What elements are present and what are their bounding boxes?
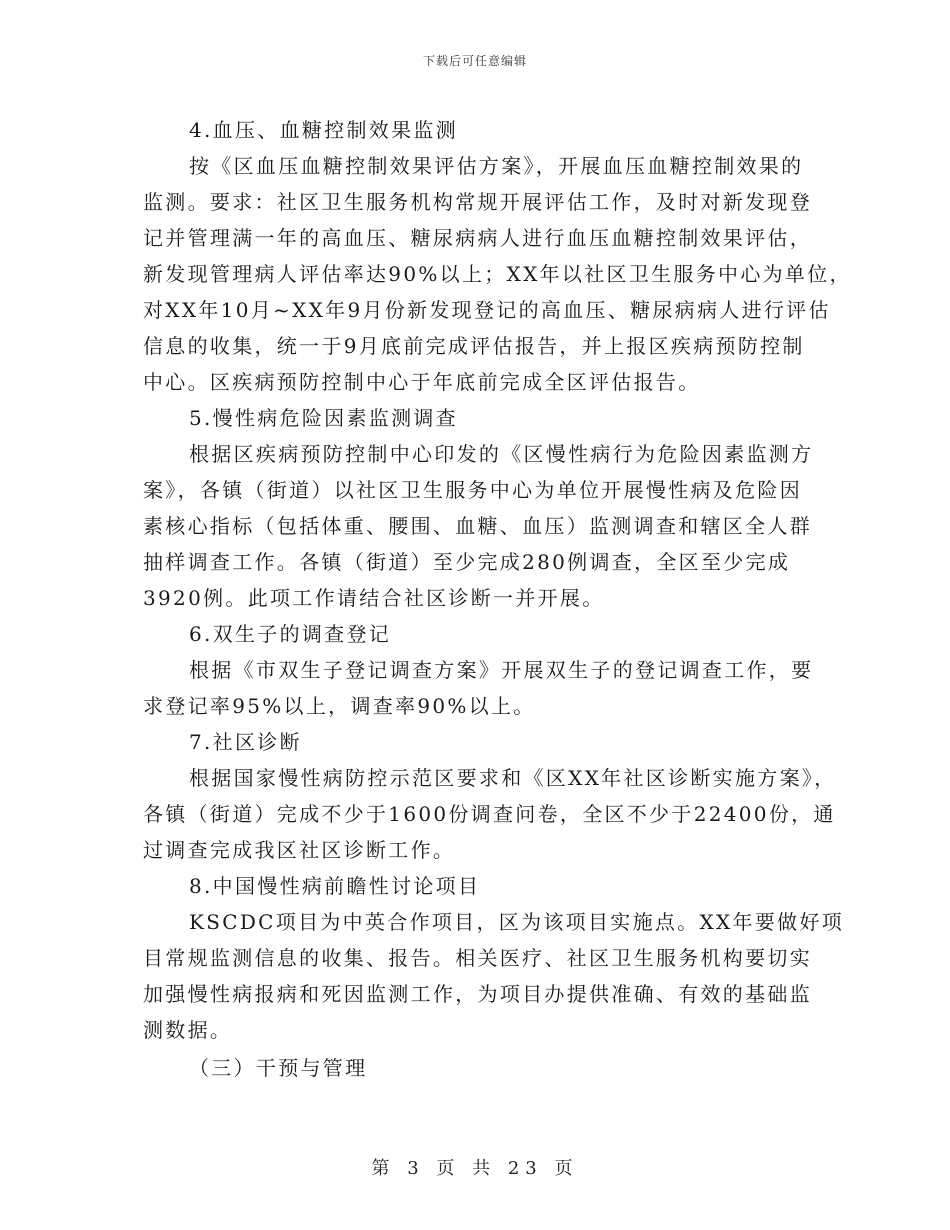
subsection-heading-4: 4.血压、血糖控制效果监测 [189,118,458,142]
paragraph-line: 新发现管理病人评估率达90%以上；XX年以社区卫生服务中心为单位， [143,262,852,286]
paragraph-line: 加强慢性病报病和死因监测工作，为项目办提供准确、有效的基础监 [143,982,812,1006]
paragraph-line: 3920例。此项工作请结合社区诊断一并开展。 [143,586,605,610]
section-heading-3: （三）干预与管理 [189,1056,368,1080]
page-number-footer: 第 3 页 共 23 页 [371,1158,579,1179]
subsection-heading-6: 6.双生子的调查登记 [189,622,392,646]
paragraph-line: 求登记率95%以上，调查率90%以上。 [143,694,536,718]
paragraph-line: 按《区血压血糖控制效果评估方案》，开展血压血糖控制效果的 [189,154,804,178]
paragraph-line: 素核心指标（包括体重、腰围、血糖、血压）监测调查和辖区全人群 [143,514,812,538]
document-body [143,112,852,1086]
paragraph-line: 监测。要求：社区卫生服务机构常规开展评估工作，及时对新发现登 [143,190,812,214]
subsection-heading-8: 8.中国慢性病前瞻性讨论项目 [189,874,481,898]
paragraph-line: 中心。区疾病预防控制中心于年底前完成全区评估报告。 [143,370,701,394]
paragraph-line: 案》，各镇（街道）以社区卫生服务中心为单位开展慢性病及危险因 [143,478,802,502]
paragraph-line: 抽样调查工作。各镇（街道）至少完成280例调查，全区至少完成 [143,550,791,574]
paragraph-line: 过调查完成我区社区诊断工作。 [143,838,456,862]
paragraph-line: 目常规监测信息的收集、报告。相关医疗、社区卫生服务机构要切实 [143,946,812,970]
subsection-heading-5: 5.慢性病危险因素监测调查 [189,406,458,430]
paragraph-line: 记并管理满一年的高血压、糖尿病病人进行血压血糖控制效果评估， [143,226,812,250]
paragraph-line: 根据国家慢性病防控示范区要求和《区XX年社区诊断实施方案》， [189,766,837,790]
paragraph-line: 信息的收集，统一于9月底前完成评估报告，并上报区疾病预防控制 [143,334,805,358]
subsection-heading-7: 7.社区诊断 [189,730,302,754]
page-header-note: 下载后可任意编辑 [422,54,527,68]
paragraph-line: 根据《市双生子登记调查方案》开展双生子的登记调查工作，要 [189,658,814,682]
paragraph-line: 各镇（街道）完成不少于1600份调查问卷，全区不少于22400份，通 [143,802,836,826]
paragraph-line: 根据区疾病预防控制中心印发的《区慢性病行为危险因素监测方 [189,442,814,466]
paragraph-line: 测数据。 [143,1018,233,1042]
paragraph-line: 对XX年10月~XX年9月份新发现登记的高血压、糖尿病病人进行评估 [143,298,831,322]
paragraph-line: KSCDC项目为中英合作项目，区为该项目实施点。XX年要做好项 [189,910,845,934]
